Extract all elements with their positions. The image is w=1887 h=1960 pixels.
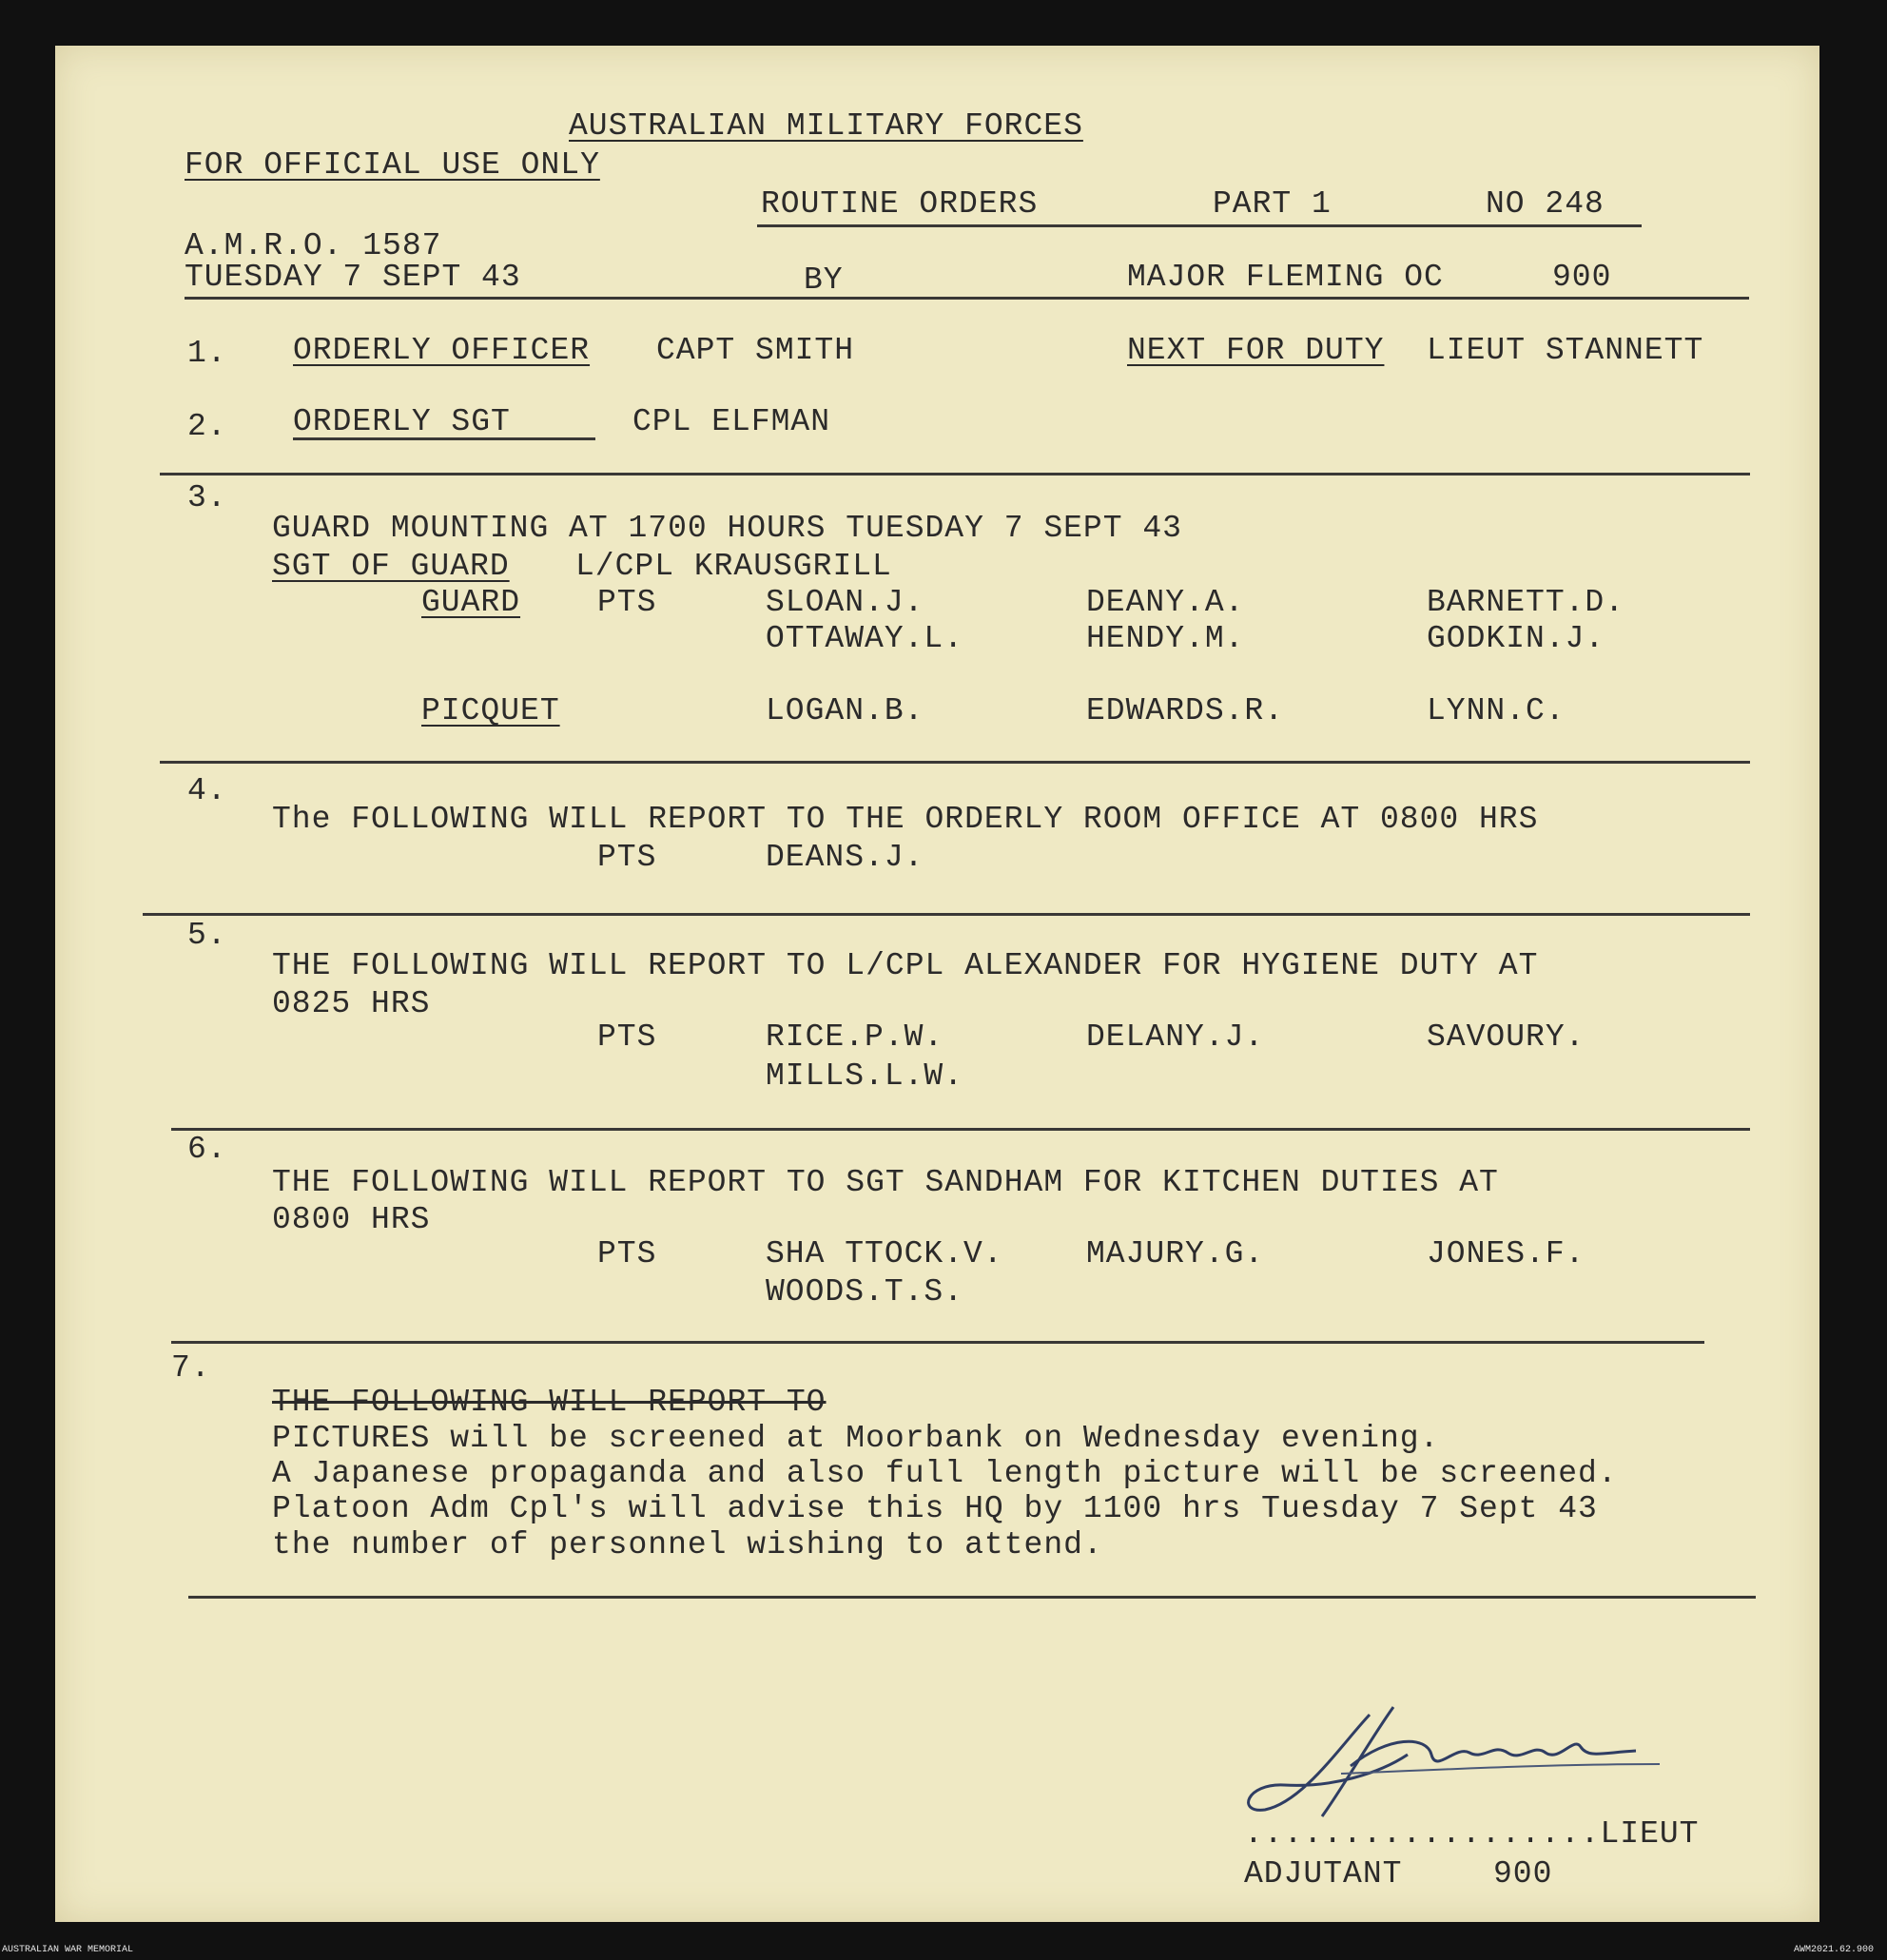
item-number: 7. — [171, 1350, 211, 1386]
item-number: 3. — [187, 480, 227, 515]
part-number: PART 1 — [1213, 186, 1332, 222]
report-time: 0825 HRS — [272, 986, 431, 1021]
item-number: 2. — [187, 409, 227, 444]
guard-mounting-line: GUARD MOUNTING AT 1700 HOURS TUESDAY 7 SEPT 43 — [272, 511, 1182, 546]
order-type: ROUTINE ORDERS — [761, 186, 1039, 222]
next-for-duty-name: LIEUT STANNETT — [1427, 333, 1704, 368]
pts-label: PTS — [597, 1019, 657, 1055]
section-divider — [160, 473, 1750, 475]
assigned-member: SAVOURY. — [1427, 1019, 1585, 1055]
archive-credit: AUSTRALIAN WAR MEMORIAL — [2, 1945, 134, 1955]
guard-member: SLOAN.J. — [766, 585, 924, 620]
next-for-duty-label: NEXT FOR DUTY — [1127, 333, 1385, 368]
sgt-of-guard-name: L/CPL KRAUSGRILL — [575, 549, 892, 584]
report-instruction: THE FOLLOWING WILL REPORT TO L/CPL ALEXANDER FOR HYGIENE DUTY AT — [272, 948, 1539, 983]
report-instruction: The FOLLOWING WILL REPORT TO THE ORDERLY ROOM OFFICE AT 0800 HRS — [272, 802, 1539, 837]
sgt-of-guard-label: SGT OF GUARD — [272, 549, 510, 584]
picquet-label: PICQUET — [421, 693, 560, 728]
report-instruction: THE FOLLOWING WILL REPORT TO SGT SANDHAM FOR KITCHEN DUTIES AT — [272, 1165, 1499, 1200]
section-divider — [143, 913, 1750, 916]
guard-member: HENDY.M. — [1086, 621, 1245, 656]
item-number: 1. — [187, 336, 227, 371]
struck-text: THE FOLLOWING WILL REPORT TO — [272, 1385, 827, 1420]
pts-label: PTS — [597, 840, 657, 875]
assigned-member: DEANS.J. — [766, 840, 924, 875]
signature-unit: 900 — [1493, 1856, 1553, 1892]
assigned-member: RICE.P.W. — [766, 1019, 944, 1055]
orderly-sgt-label: ORDERLY SGT — [293, 404, 511, 439]
order-date: TUESDAY 7 SEPT 43 — [185, 260, 521, 295]
picquet-member: LYNN.C. — [1427, 693, 1566, 728]
section-divider — [171, 1128, 1750, 1131]
assigned-member: MAJURY.G. — [1086, 1236, 1265, 1271]
header-rule — [185, 297, 1749, 300]
archive-reference: AWM2021.62.900 — [1794, 1945, 1875, 1955]
pts-label: PTS — [597, 1236, 657, 1271]
section-divider — [171, 1341, 1704, 1344]
report-time: 0800 HRS — [272, 1202, 431, 1237]
guard-member: BARNETT.D. — [1427, 585, 1625, 620]
item-number: 4. — [187, 773, 227, 808]
assigned-member: SHA TTOCK.V. — [766, 1236, 1003, 1271]
pts-label: PTS — [597, 585, 657, 620]
orderly-officer-label: ORDERLY OFFICER — [293, 333, 591, 368]
item-number: 5. — [187, 918, 227, 953]
unit-number: 900 — [1552, 260, 1612, 295]
by-label: BY — [804, 262, 844, 298]
orderly-officer-name: CAPT SMITH — [656, 333, 855, 368]
item-number: 6. — [187, 1132, 227, 1167]
guard-label: GUARD — [421, 585, 521, 620]
orderly-sgt-name: CPL ELFMAN — [632, 404, 831, 439]
assigned-member: MILLS.L.W. — [766, 1058, 964, 1094]
signature-dots-rank: ..................LIEUT — [1244, 1816, 1700, 1852]
guard-member: GODKIN.J. — [1427, 621, 1605, 656]
guard-member: DEANY.A. — [1086, 585, 1245, 620]
order-number: NO 248 — [1486, 186, 1605, 222]
document-title: AUSTRALIAN MILITARY FORCES — [569, 108, 1083, 144]
section-divider — [188, 1596, 1756, 1599]
issuing-officer: MAJOR FLEMING OC — [1127, 260, 1444, 295]
assigned-member: DELANY.J. — [1086, 1019, 1265, 1055]
assigned-member: JONES.F. — [1427, 1236, 1585, 1271]
section-divider — [160, 761, 1750, 764]
guard-member: OTTAWAY.L. — [766, 621, 964, 656]
notice-line: PICTURES will be screened at Moorbank on Wednesday evening. — [272, 1421, 1440, 1456]
notice-line: the number of personnel wishing to attend. — [272, 1527, 1103, 1562]
picquet-member: LOGAN.B. — [766, 693, 924, 728]
handwritten-signature — [1227, 1698, 1674, 1831]
assigned-member: WOODS.T.S. — [766, 1274, 964, 1310]
picquet-member: EDWARDS.R. — [1086, 693, 1285, 728]
notice-line: Platoon Adm Cpl's will advise this HQ by 1100 hrs Tuesday 7 Sept 43 — [272, 1491, 1598, 1526]
header-rule — [757, 224, 1642, 227]
amro-reference: A.M.R.O. 1587 — [185, 228, 442, 263]
label-underline — [293, 437, 595, 440]
notice-line: A Japanese propaganda and also full length picture will be screened. — [272, 1456, 1618, 1491]
classification: FOR OFFICIAL USE ONLY — [185, 147, 600, 183]
signature-title: ADJUTANT — [1244, 1856, 1403, 1892]
